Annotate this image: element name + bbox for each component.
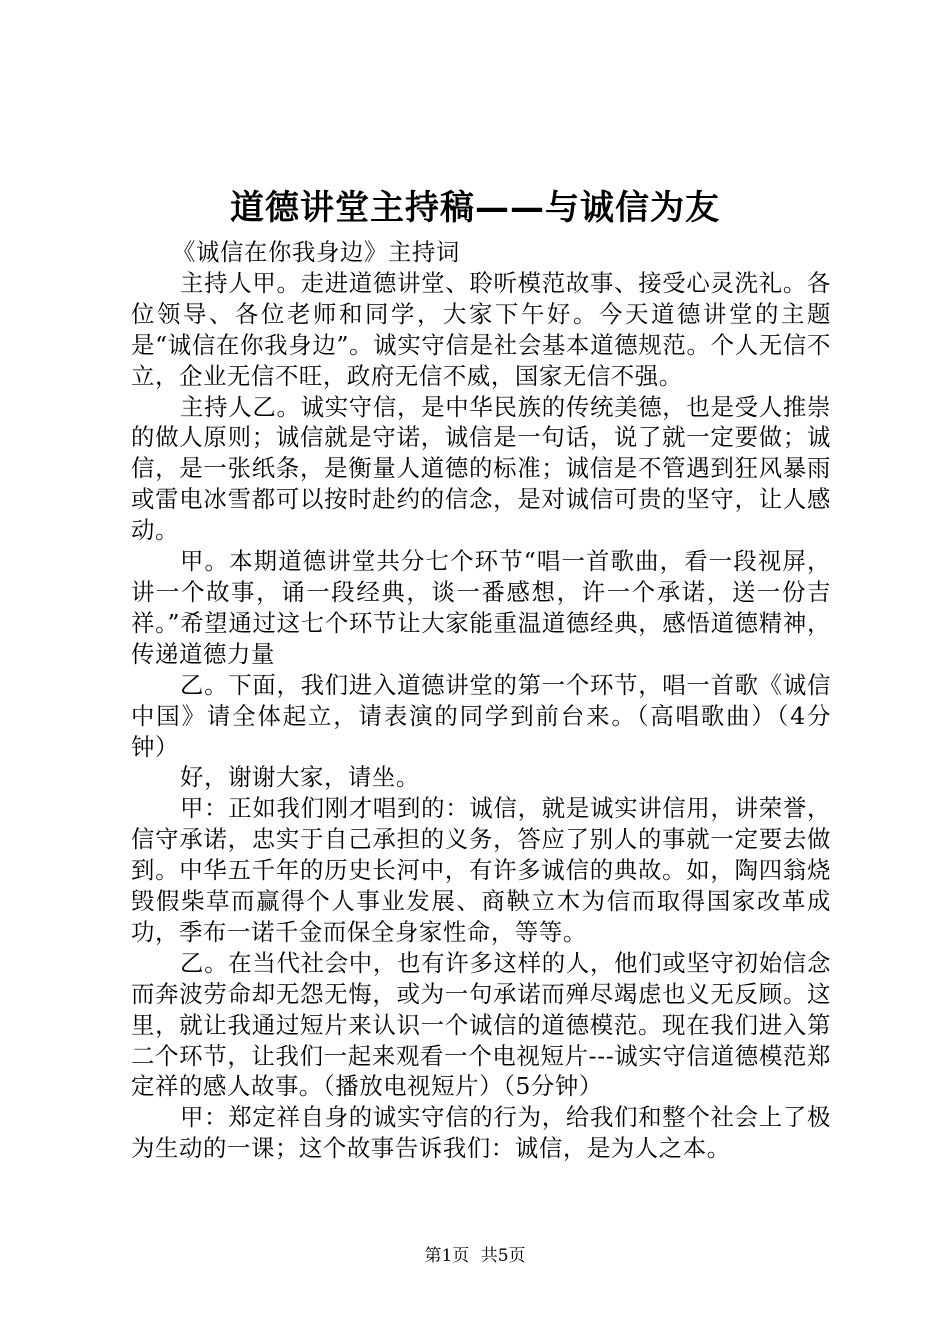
paragraph: 甲：正如我们刚才唱到的：诚信，就是诚实讲信用，讲荣誉，信守承诺，忠实于自己承担的义务，答应了别人的事就一定要去做到。中华五千年的历史长河中，有许多诚信的典故。如，陶四翁烧毁假柴草而赢得个人事业发展、商鞅立木为信而取得国家改革成功，季布一诺千金而保全身家性命，等等。 xyxy=(131,794,831,946)
paragraph: 主持人乙。诚实守信，是中华民族的传统美德，也是受人推崇的做人原则；诚信就是守诺，诚信是一句话，说了就一定要做；诚信，是一张纸条，是衡量人道德的标准；诚信是不管遇到狂风暴雨或雷电冰雪都可以按时赴约的信念，是对诚信可贵的坚守，让人感动。 xyxy=(131,392,831,545)
paragraph: 甲：郑定祥自身的诚实守信的行为，给我们和整个社会上了极为生动的一课；这个故事告诉我们：诚信，是为人之本。 xyxy=(131,1103,831,1163)
paragraph: 乙。在当代社会中，也有许多这样的人，他们或坚守初始信念而奔波劳命却无怨无悔，或为一句承诺而殚尽竭虑也义无反顾。这里，就让我通过短片来认识一个诚信的道德模范。现在我们进入第二个环节，让我们一起来观看一个电视短片---诚实守信道德模范郑定祥的感人故事。（播放电视短片）（5分钟） xyxy=(131,948,831,1101)
paragraph: 好，谢谢大家，请坐。 xyxy=(180,763,420,792)
paragraph-subtitle: 《诚信在你我身边》主持词 xyxy=(172,238,460,266)
paragraph: 甲。本期道德讲堂共分七个环节“唱一首歌曲，看一段视屏，讲一个故事，诵一段经典，谈一番感想，许一个承诺，送一份吉祥。”希望通过这七个环节让大家能重温道德经典，感悟道德精神，传递道德力量 xyxy=(131,547,831,668)
document-title: 道德讲堂主持稿——与诚信为友 xyxy=(230,188,720,228)
document-body xyxy=(131,237,831,1164)
paragraph: 主持人甲。走进道德讲堂、聆听模范故事、接受心灵洗礼。各位领导、各位老师和同学，大家下午好。今天道德讲堂的主题是“诚信在你我身边”。诚实守信是社会基本道德规范。个人无信不立，企业无信不旺，政府无信不威，国家无信不强。 xyxy=(131,268,831,390)
paragraph: 乙。下面，我们进入道德讲堂的第一个环节，唱一首歌《诚信中国》请全体起立，请表演的同学到前台来。（高唱歌曲）（4分钟） xyxy=(131,670,831,761)
page-total: 共5页 xyxy=(480,1246,526,1266)
page-footer xyxy=(0,1244,950,1268)
page-number: 第1页 xyxy=(424,1246,470,1266)
